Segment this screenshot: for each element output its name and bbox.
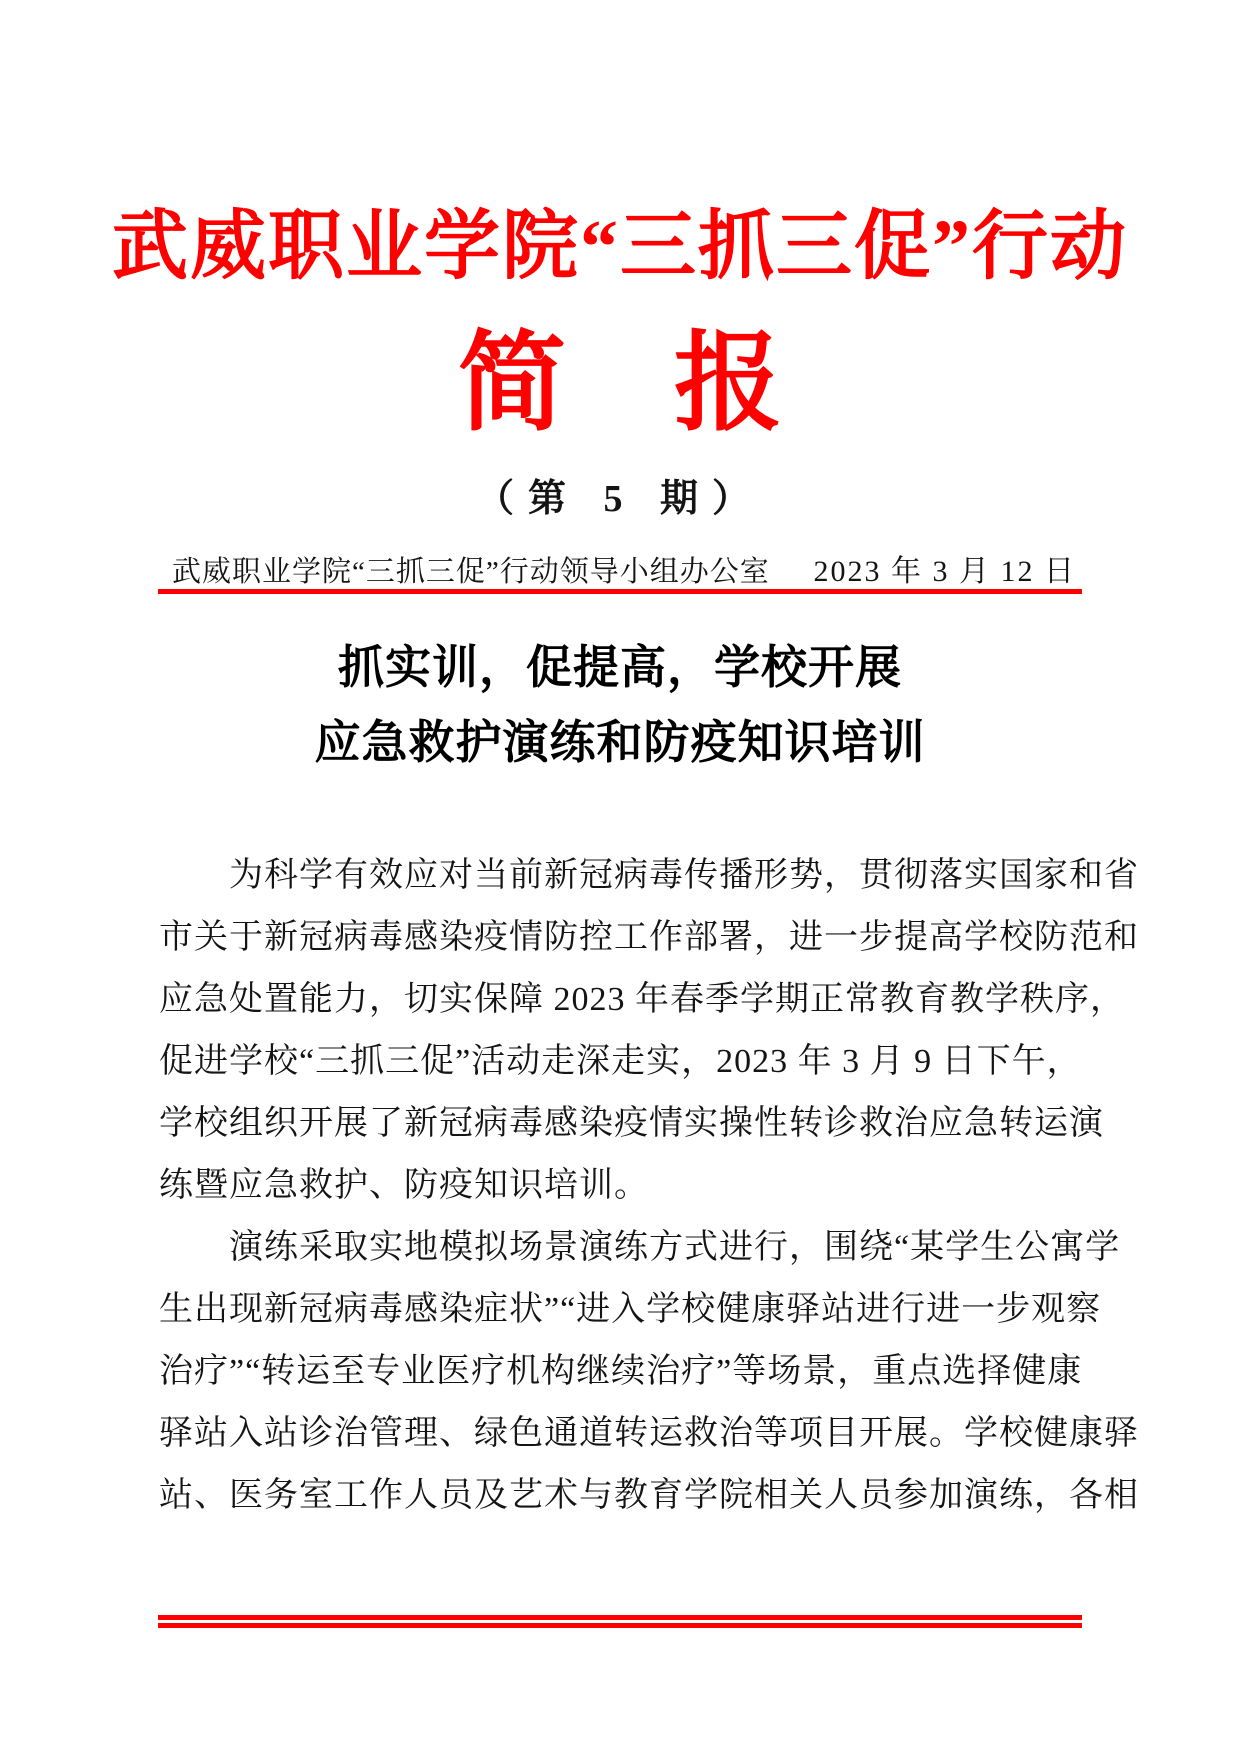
article-body (159, 845, 1139, 1527)
masthead-org-action-line: 武威职业学院“三抓三促”行动 (112, 205, 1128, 289)
body-text-line: 学校组织开展了新冠病毒感染疫情实操性转诊救治应急转运演 (159, 1105, 1104, 1142)
body-text-line: 应急处置能力，切实保障 2023 年春季学期正常教育教学秩序， (159, 981, 1125, 1018)
body-text-line: 演练采取实地模拟场景演练方式进行，围绕“某学生公寓学 (229, 1229, 1121, 1266)
issue-info-bar (158, 554, 1082, 590)
issue-number: （第 5 期） (475, 478, 764, 520)
body-text-line: 练暨应急救护、防疫知识培训。 (159, 1167, 649, 1204)
bulletin-title: 简 报 (457, 325, 782, 444)
issuing-office: 武威职业学院“三抓三促”行动领导小组办公室 (172, 556, 770, 588)
article-title-line-2: 应急救护演练和防疫知识培训 (314, 717, 926, 768)
header-red-rule (158, 589, 1082, 594)
paragraph-1 (159, 845, 1139, 1217)
body-text-line: 治疗”“转运至专业医疗机构继续治疗”等场景，重点选择健康 (159, 1353, 1083, 1390)
body-text-line: 市关于新冠病毒感染疫情防控工作部署，进一步提高学校防范和 (159, 919, 1139, 956)
rule-line (158, 1615, 1082, 1620)
body-text-line: 站、医务室工作人员及艺术与教育学院相关人员参加演练，各相 (159, 1477, 1139, 1514)
issue-date: 2023 年 3 月 12 日 (813, 555, 1076, 588)
rule-line (158, 1623, 1082, 1628)
body-text-line: 为科学有效应对当前新冠病毒传播形势，贯彻落实国家和省 (229, 857, 1139, 894)
article-title-line-1: 抓实训，促提高，学校开展 (338, 642, 902, 693)
body-text-line: 驿站入站诊治管理、绿色通道转运救治等项目开展。学校健康驿 (159, 1415, 1139, 1452)
body-text-line: 生出现新冠病毒感染症状”“进入学校健康驿站进行进一步观察 (159, 1291, 1102, 1328)
paragraph-2 (159, 1217, 1139, 1527)
footer-double-red-rule (158, 1615, 1082, 1628)
body-text-line: 促进学校“三抓三促”活动走深走实，2023 年 3 月 9 日下午， (159, 1043, 1082, 1080)
